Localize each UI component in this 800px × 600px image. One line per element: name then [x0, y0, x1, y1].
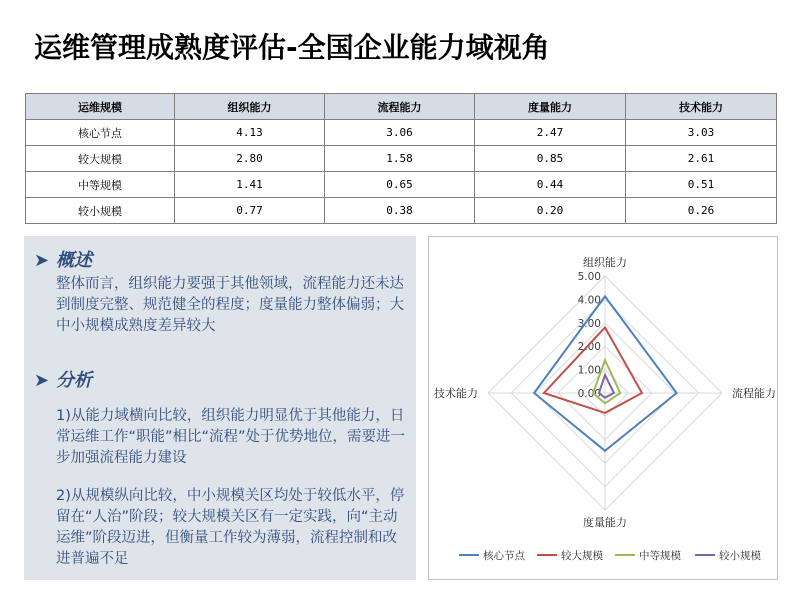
table-cell: 较大规模: [26, 146, 175, 172]
radar-series-line: [599, 375, 614, 398]
table-cell: 中等规模: [26, 172, 175, 198]
summary-heading: [34, 246, 92, 272]
radar-tick-label: 4.00: [577, 294, 601, 307]
legend-label: 较小规模: [719, 550, 761, 562]
table-cell: 2.80: [175, 146, 325, 172]
text-panel: [24, 236, 416, 580]
table-cell: 0.77: [175, 198, 325, 224]
analysis-heading-text: 分析: [56, 370, 92, 391]
table-cell: 0.65: [325, 172, 475, 198]
analysis-paragraph-2: 2)从规模纵向比较，中小规模关区均处于较低水平，停留在“人治”阶段；较大规模关区有一定实践，向“主动运维”阶段迈进，但衡量工作较为薄弱，流程控制和改进普遍不足: [56, 488, 405, 567]
table-cell: 1.58: [325, 146, 475, 172]
table-row: [26, 146, 777, 172]
summary-heading-text: 概述: [56, 250, 92, 271]
page-title: 运维管理成熟度评估-全国企业能力域视角: [34, 31, 550, 64]
table-header-measurement: 度量能力: [475, 94, 626, 120]
radar-axis-label: 流程能力: [732, 387, 776, 400]
table-header-scale: 运维规模: [26, 94, 175, 120]
table-cell: 0.20: [475, 198, 626, 224]
table-header-row: [26, 94, 777, 120]
radar-tick-label: 3.00: [577, 317, 601, 330]
table-cell: 2.47: [475, 120, 626, 146]
table-cell: 0.85: [475, 146, 626, 172]
table-cell: 0.38: [325, 198, 475, 224]
table-cell: 4.13: [175, 120, 325, 146]
table-row: [26, 120, 777, 146]
radar-axis-label: 组织能力: [583, 256, 627, 269]
radar-tick-label: 5.00: [577, 271, 601, 283]
table-cell: 3.06: [325, 120, 475, 146]
radar-tick-label: 1.00: [577, 364, 601, 377]
table-cell: 1.41: [175, 172, 325, 198]
table-cell: 较小规模: [26, 198, 175, 224]
analysis-heading: [34, 366, 92, 392]
radar-chart-panel: [428, 236, 778, 580]
legend-label: 较大规模: [561, 550, 603, 562]
table-row: [26, 198, 777, 224]
table-cell: 0.44: [475, 172, 626, 198]
table-cell: 0.51: [626, 172, 777, 198]
table-row: [26, 172, 777, 198]
table-cell: 3.03: [626, 120, 777, 146]
radar-chart: [429, 237, 777, 579]
table-cell: 0.26: [626, 198, 777, 224]
chevron-right-icon: ➤: [34, 250, 50, 271]
legend-label: 核心节点: [483, 550, 525, 562]
table-header-technology: 技术能力: [626, 94, 777, 120]
table-cell: 核心节点: [26, 120, 175, 146]
table-header-organization: 组织能力: [175, 94, 325, 120]
radar-tick-label: 2.00: [577, 341, 601, 354]
radar-axis-label: 技术能力: [434, 387, 478, 400]
summary-text: 整体而言，组织能力要强于其他领域，流程能力还未达到制度完整、规范健全的程度；度量能力整体偏弱；大中小规模成熟度差异较大: [56, 276, 404, 334]
radar-tick-label: 0.00: [577, 388, 601, 400]
legend-label: 中等规模: [639, 550, 681, 562]
maturity-table: [25, 93, 777, 224]
analysis-paragraph-1: 1)从能力域横向比较，组织能力明显优于其他能力，日常运维工作“职能”相比“流程”处于优势地位，需要进一步加强流程能力建设: [56, 408, 406, 466]
radar-axis-label: 度量能力: [583, 516, 627, 529]
table-cell: 2.61: [626, 146, 777, 172]
table-header-process: 流程能力: [325, 94, 475, 120]
chevron-right-icon: ➤: [34, 370, 50, 391]
